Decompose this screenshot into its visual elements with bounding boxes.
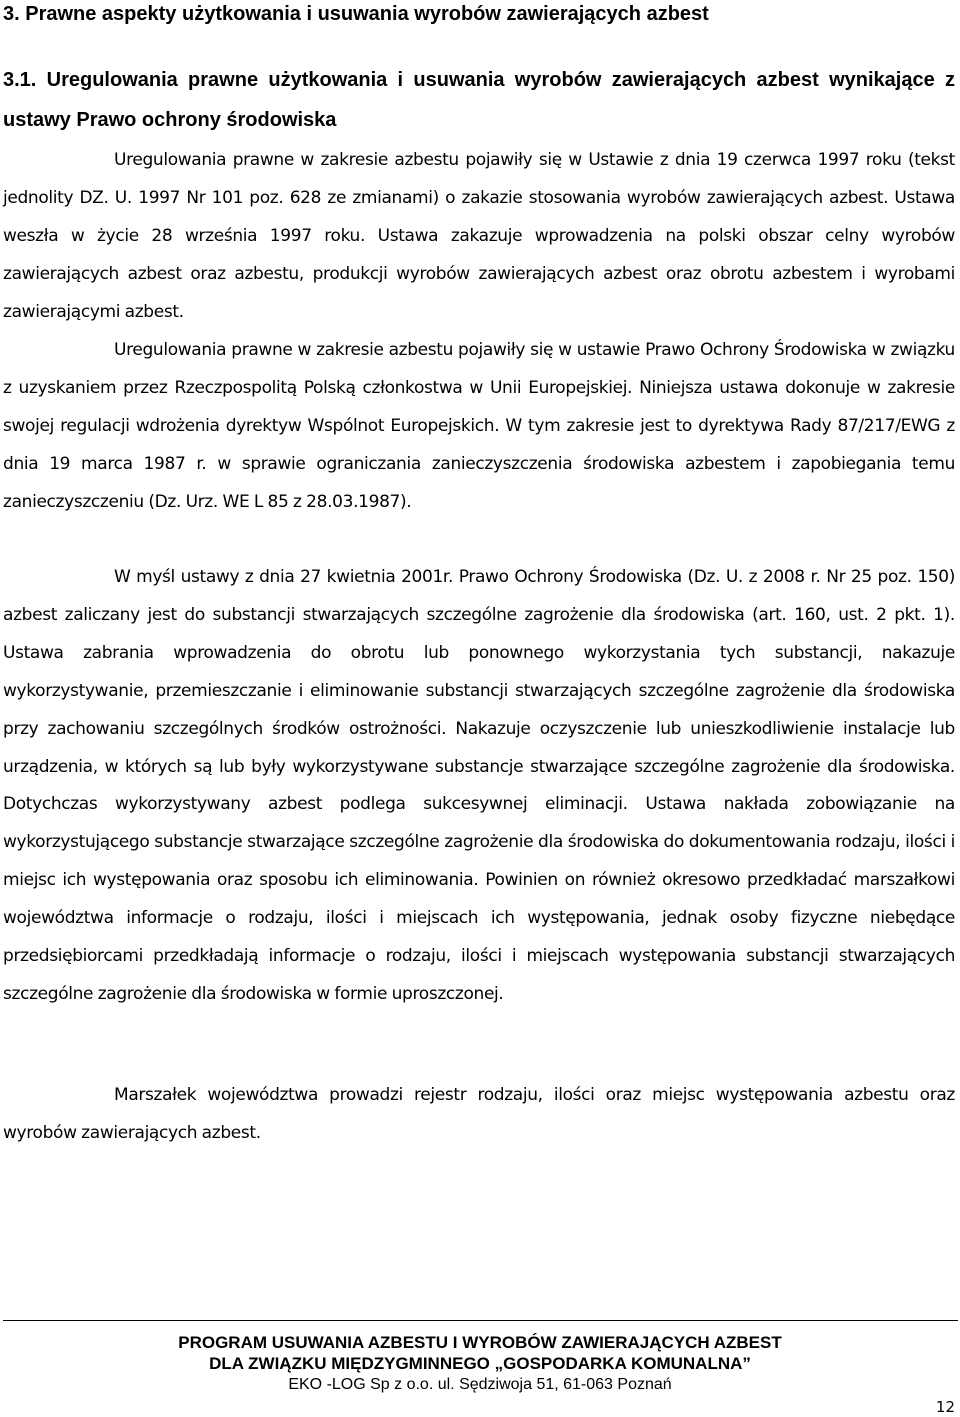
paragraph-block (3, 1077, 955, 1153)
footer-program-title: PROGRAM USUWANIA AZBESTU I WYROBÓW ZAWIERAJĄCYCH AZBEST (178, 1333, 782, 1352)
footer-text (0, 1332, 960, 1395)
paragraph-2: Uregulowania prawne w zakresie azbestu pojawiły się w ustawie Prawo Ochrony Środowiska w związku z uzyskaniem przez Rzeczpospolitą Polską członkostwa w Unii Europejskiej. Niniejsza ustawa dokonuje w zakresie swojej regulacji wdrożenia dyrektyw Wspólnot Europejskich. W tym zakresie jest to dyrektywa Rady 87/217/EWG z dnia 19 marca 1987 r. w sprawie ograniczania zanieczyszczenia środowiska azbestem i zapobiegania temu zanieczyszczeniu (Dz. Urz. WE L 85 z 28.03.1987). (3, 340, 955, 512)
paragraph-3: W myśl ustawy z dnia 27 kwietnia 2001r. Prawo Ochrony Środowiska (Dz. U. z 2008 r. Nr 25 poz. 150) azbest zaliczany jest do substancji stwarzających szczególne zagrożenie dla środowiska (art. 160, ust. 2 pkt. 1). Ustawa zabrania wprowadzenia do obrotu lub ponownego wykorzystania tych substancji, nakazuje wykorzystywanie, przemieszczanie i eliminowanie substancji stwarzających szczególne zagrożenie dla środowiska przy zachowaniu szczególnych środków ostrożności. Nakazuje oczyszczenie lub unieszkodliwienie instalacje lub urządzenia, w których są lub były wykorzystywane substancje stwarzające szczególne zagrożenie dla środowiska. Dotychczas wykorzystywany azbest podlega sukcesywnej eliminacji. Ustawa nakłada zobowiązanie na wykorzystującego substancje stwarzające szczególne zagrożenie dla środowiska do dokumentowania rodzaju, ilości i miejsc ich występowania oraz sposobu ich eliminowania. Powinien on również okresowo przedkładać marszałkowi województwa informacje o rodzaju, ilości i miejscach ich występowania, jednak osoby fizyczne niebędące przedsiębiorcami przedkładają informacje o rodzaju, ilości i miejscach występowania substancji stwarzających szczególne zagrożenie dla środowiska w formie uproszczonej. (3, 567, 955, 1004)
subsection-heading: 3.1. Uregulowania prawne użytkowania i usuwania wyrobów zawierających azbest wynikające z ustawy Prawo ochrony środowiska (3, 69, 955, 131)
paragraph-block (3, 332, 955, 522)
section-heading: 3. Prawne aspekty użytkowania i usuwania wyrobów zawierających azbest (3, 3, 709, 25)
paragraph-block (3, 559, 955, 1014)
paragraph-block (3, 142, 955, 332)
page-number: 12 (935, 1398, 955, 1416)
paragraph-4: Marszałek województwa prowadzi rejestr rodzaju, ilości oraz miejsc występowania azbestu oraz wyrobów zawierających azbest. (3, 1085, 955, 1143)
footer-union-name: DLA ZWIĄZKU MIĘDZYGMINNEGO „GOSPODARKA KOMUNALNA” (209, 1354, 751, 1373)
paragraph-1: Uregulowania prawne w zakresie azbestu pojawiły się w Ustawie z dnia 19 czerwca 1997 roku (tekst jednolity DZ. U. 1997 Nr 101 poz. 628 ze zmianami) o zakazie stosowania wyrobów zawierających azbest. Ustawa weszła w życie 28 września 1997 roku. Ustawa zakazuje wprowadzenia na polski obszar celny wyrobów zawierających azbest oraz azbestu, produkcji wyrobów zawierających azbest oraz obrotu azbestem i wyrobami zawierającymi azbest. (3, 150, 955, 322)
footer-divider (3, 1320, 958, 1321)
footer-company-address: EKO -LOG Sp z o.o. ul. Sędziwoja 51, 61-063 Poznań (288, 1376, 672, 1393)
